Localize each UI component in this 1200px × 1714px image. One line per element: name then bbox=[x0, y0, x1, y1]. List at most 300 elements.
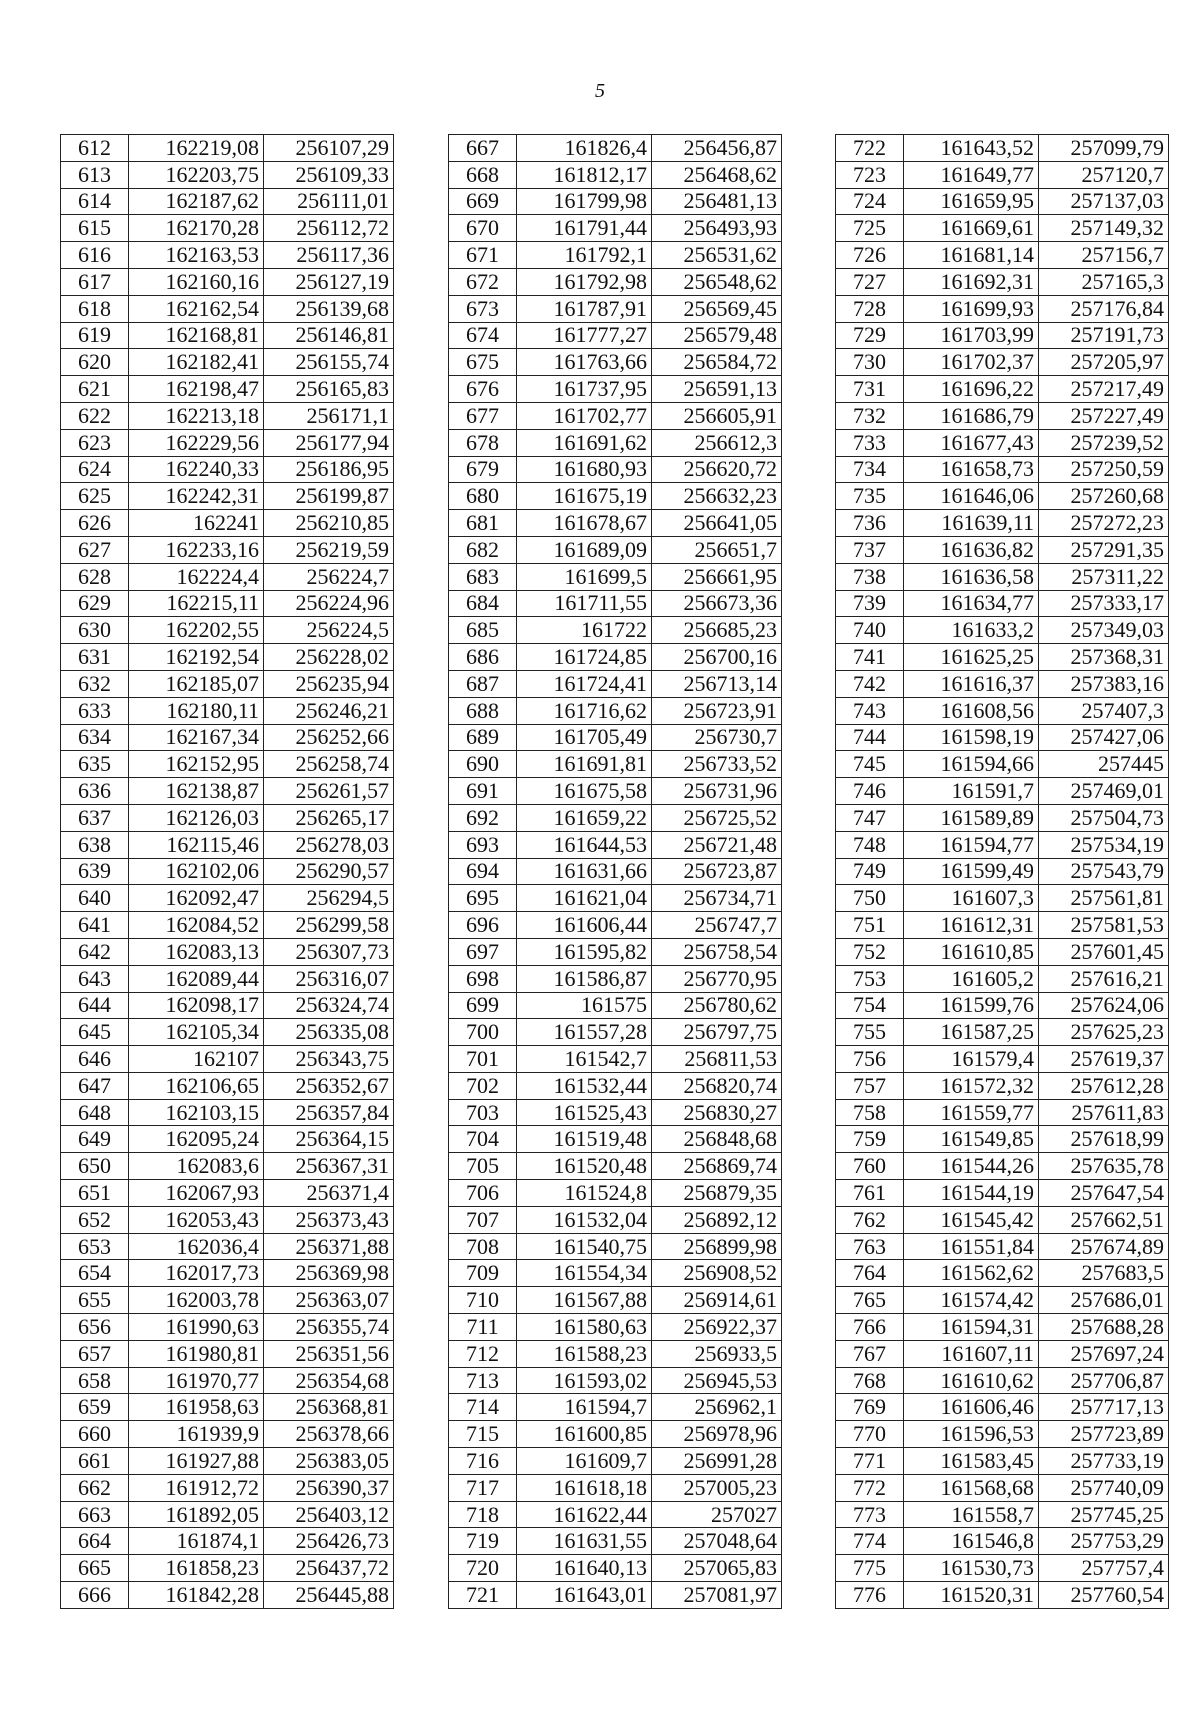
y-coordinate-cell: 256171,1 bbox=[264, 402, 394, 429]
table-row bbox=[836, 1019, 1169, 1046]
point-number-cell: 621 bbox=[61, 376, 129, 403]
x-coordinate-cell: 162083,13 bbox=[129, 938, 264, 965]
x-coordinate-cell: 161792,98 bbox=[517, 268, 652, 295]
table-row bbox=[449, 563, 782, 590]
coordinates-table-body bbox=[449, 135, 782, 1609]
x-coordinate-cell: 161519,48 bbox=[517, 1126, 652, 1153]
y-coordinate-cell: 256493,93 bbox=[652, 215, 782, 242]
point-number-cell: 684 bbox=[449, 590, 517, 617]
y-coordinate-cell: 256725,52 bbox=[652, 804, 782, 831]
point-number-cell: 679 bbox=[449, 456, 517, 483]
table-row bbox=[836, 1501, 1169, 1528]
table-row bbox=[61, 1501, 394, 1528]
y-coordinate-cell: 257717,13 bbox=[1039, 1394, 1169, 1421]
point-number-cell: 660 bbox=[61, 1421, 129, 1448]
point-number-cell: 618 bbox=[61, 295, 129, 322]
table-row bbox=[61, 804, 394, 831]
x-coordinate-cell: 162126,03 bbox=[129, 804, 264, 831]
point-number-cell: 613 bbox=[61, 161, 129, 188]
x-coordinate-cell: 161542,7 bbox=[517, 1046, 652, 1073]
x-coordinate-cell: 161625,25 bbox=[904, 644, 1039, 671]
y-coordinate-cell: 256354,68 bbox=[264, 1367, 394, 1394]
y-coordinate-cell: 257445 bbox=[1039, 751, 1169, 778]
point-number-cell: 698 bbox=[449, 965, 517, 992]
point-number-cell: 652 bbox=[61, 1206, 129, 1233]
x-coordinate-cell: 161524,8 bbox=[517, 1180, 652, 1207]
x-coordinate-cell: 161562,62 bbox=[904, 1260, 1039, 1287]
table-row bbox=[449, 1448, 782, 1475]
y-coordinate-cell: 257504,73 bbox=[1039, 804, 1169, 831]
point-number-cell: 642 bbox=[61, 938, 129, 965]
x-coordinate-cell: 161575 bbox=[517, 992, 652, 1019]
x-coordinate-cell: 161686,79 bbox=[904, 402, 1039, 429]
table-row bbox=[61, 1019, 394, 1046]
table-row bbox=[449, 215, 782, 242]
y-coordinate-cell: 257099,79 bbox=[1039, 135, 1169, 162]
y-coordinate-cell: 257581,53 bbox=[1039, 912, 1169, 939]
point-number-cell: 650 bbox=[61, 1153, 129, 1180]
y-coordinate-cell: 256235,94 bbox=[264, 670, 394, 697]
y-coordinate-cell: 257137,03 bbox=[1039, 188, 1169, 215]
x-coordinate-cell: 162240,33 bbox=[129, 456, 264, 483]
x-coordinate-cell: 162103,15 bbox=[129, 1099, 264, 1126]
point-number-cell: 736 bbox=[836, 510, 904, 537]
y-coordinate-cell: 256355,74 bbox=[264, 1314, 394, 1341]
y-coordinate-cell: 257260,68 bbox=[1039, 483, 1169, 510]
y-coordinate-cell: 256261,57 bbox=[264, 778, 394, 805]
y-coordinate-cell: 256908,52 bbox=[652, 1260, 782, 1287]
point-number-cell: 742 bbox=[836, 670, 904, 697]
x-coordinate-cell: 161608,56 bbox=[904, 697, 1039, 724]
table-row bbox=[61, 536, 394, 563]
x-coordinate-cell: 161610,85 bbox=[904, 938, 1039, 965]
x-coordinate-cell: 161658,73 bbox=[904, 456, 1039, 483]
table-row bbox=[61, 1448, 394, 1475]
table-row bbox=[61, 938, 394, 965]
x-coordinate-cell: 161777,27 bbox=[517, 322, 652, 349]
x-coordinate-cell: 162242,31 bbox=[129, 483, 264, 510]
table-row bbox=[61, 1582, 394, 1609]
x-coordinate-cell: 162180,11 bbox=[129, 697, 264, 724]
point-number-cell: 695 bbox=[449, 885, 517, 912]
x-coordinate-cell: 161763,66 bbox=[517, 349, 652, 376]
table-row bbox=[61, 1099, 394, 1126]
point-number-cell: 633 bbox=[61, 697, 129, 724]
point-number-cell: 664 bbox=[61, 1528, 129, 1555]
point-number-cell: 648 bbox=[61, 1099, 129, 1126]
y-coordinate-cell: 257624,06 bbox=[1039, 992, 1169, 1019]
x-coordinate-cell: 161574,42 bbox=[904, 1287, 1039, 1314]
y-coordinate-cell: 257333,17 bbox=[1039, 590, 1169, 617]
table-row bbox=[61, 1180, 394, 1207]
point-number-cell: 680 bbox=[449, 483, 517, 510]
y-coordinate-cell: 256758,54 bbox=[652, 938, 782, 965]
point-number-cell: 687 bbox=[449, 670, 517, 697]
y-coordinate-cell: 257250,59 bbox=[1039, 456, 1169, 483]
coordinates-table-body bbox=[836, 135, 1169, 1609]
y-coordinate-cell: 256177,94 bbox=[264, 429, 394, 456]
table-row bbox=[449, 1046, 782, 1073]
point-number-cell: 702 bbox=[449, 1072, 517, 1099]
x-coordinate-cell: 161596,53 bbox=[904, 1421, 1039, 1448]
x-coordinate-cell: 161631,55 bbox=[517, 1528, 652, 1555]
x-coordinate-cell: 161520,31 bbox=[904, 1582, 1039, 1609]
y-coordinate-cell: 256371,4 bbox=[264, 1180, 394, 1207]
x-coordinate-cell: 161598,19 bbox=[904, 724, 1039, 751]
y-coordinate-cell: 257120,7 bbox=[1039, 161, 1169, 188]
point-number-cell: 728 bbox=[836, 295, 904, 322]
x-coordinate-cell: 162107 bbox=[129, 1046, 264, 1073]
x-coordinate-cell: 162185,07 bbox=[129, 670, 264, 697]
point-number-cell: 767 bbox=[836, 1340, 904, 1367]
y-coordinate-cell: 256879,35 bbox=[652, 1180, 782, 1207]
x-coordinate-cell: 161618,18 bbox=[517, 1474, 652, 1501]
y-coordinate-cell: 256364,15 bbox=[264, 1126, 394, 1153]
x-coordinate-cell: 161958,63 bbox=[129, 1394, 264, 1421]
x-coordinate-cell: 162098,17 bbox=[129, 992, 264, 1019]
point-number-cell: 719 bbox=[449, 1528, 517, 1555]
table-row bbox=[836, 135, 1169, 162]
point-number-cell: 724 bbox=[836, 188, 904, 215]
x-coordinate-cell: 161557,28 bbox=[517, 1019, 652, 1046]
y-coordinate-cell: 256117,36 bbox=[264, 242, 394, 269]
table-row bbox=[449, 1019, 782, 1046]
y-coordinate-cell: 256165,83 bbox=[264, 376, 394, 403]
table-row bbox=[61, 1206, 394, 1233]
table-row bbox=[61, 1421, 394, 1448]
table-row bbox=[449, 1528, 782, 1555]
y-coordinate-cell: 257757,4 bbox=[1039, 1555, 1169, 1582]
point-number-cell: 771 bbox=[836, 1448, 904, 1475]
point-number-cell: 754 bbox=[836, 992, 904, 1019]
y-coordinate-cell: 257662,51 bbox=[1039, 1206, 1169, 1233]
table-row bbox=[61, 1474, 394, 1501]
table-row bbox=[61, 670, 394, 697]
point-number-cell: 629 bbox=[61, 590, 129, 617]
y-coordinate-cell: 257543,79 bbox=[1039, 858, 1169, 885]
x-coordinate-cell: 161990,63 bbox=[129, 1314, 264, 1341]
point-number-cell: 636 bbox=[61, 778, 129, 805]
table-row bbox=[449, 1153, 782, 1180]
x-coordinate-cell: 161525,43 bbox=[517, 1099, 652, 1126]
y-coordinate-cell: 256569,45 bbox=[652, 295, 782, 322]
table-row bbox=[449, 724, 782, 751]
x-coordinate-cell: 161558,7 bbox=[904, 1501, 1039, 1528]
table-row bbox=[836, 483, 1169, 510]
point-number-cell: 675 bbox=[449, 349, 517, 376]
table-row bbox=[449, 1501, 782, 1528]
point-number-cell: 678 bbox=[449, 429, 517, 456]
point-number-cell: 775 bbox=[836, 1555, 904, 1582]
y-coordinate-cell: 257618,99 bbox=[1039, 1126, 1169, 1153]
y-coordinate-cell: 256721,48 bbox=[652, 831, 782, 858]
table-row bbox=[61, 724, 394, 751]
table-row bbox=[61, 885, 394, 912]
y-coordinate-cell: 256661,95 bbox=[652, 563, 782, 590]
point-number-cell: 683 bbox=[449, 563, 517, 590]
x-coordinate-cell: 161595,82 bbox=[517, 938, 652, 965]
y-coordinate-cell: 257205,97 bbox=[1039, 349, 1169, 376]
table-row bbox=[836, 1314, 1169, 1341]
y-coordinate-cell: 256368,81 bbox=[264, 1394, 394, 1421]
point-number-cell: 726 bbox=[836, 242, 904, 269]
x-coordinate-cell: 161599,49 bbox=[904, 858, 1039, 885]
x-coordinate-cell: 161874,1 bbox=[129, 1528, 264, 1555]
table-row bbox=[836, 161, 1169, 188]
y-coordinate-cell: 256363,07 bbox=[264, 1287, 394, 1314]
point-number-cell: 740 bbox=[836, 617, 904, 644]
table-row bbox=[836, 188, 1169, 215]
x-coordinate-cell: 162213,18 bbox=[129, 402, 264, 429]
point-number-cell: 656 bbox=[61, 1314, 129, 1341]
point-number-cell: 768 bbox=[836, 1367, 904, 1394]
table-row bbox=[836, 778, 1169, 805]
x-coordinate-cell: 161702,37 bbox=[904, 349, 1039, 376]
point-number-cell: 746 bbox=[836, 778, 904, 805]
point-number-cell: 635 bbox=[61, 751, 129, 778]
x-coordinate-cell: 161633,2 bbox=[904, 617, 1039, 644]
table-row bbox=[836, 1180, 1169, 1207]
x-coordinate-cell: 161716,62 bbox=[517, 697, 652, 724]
y-coordinate-cell: 256731,96 bbox=[652, 778, 782, 805]
table-row bbox=[61, 215, 394, 242]
y-coordinate-cell: 256612,3 bbox=[652, 429, 782, 456]
point-number-cell: 744 bbox=[836, 724, 904, 751]
y-coordinate-cell: 256700,16 bbox=[652, 644, 782, 671]
table-row bbox=[449, 135, 782, 162]
y-coordinate-cell: 256673,36 bbox=[652, 590, 782, 617]
table-row bbox=[449, 1582, 782, 1609]
table-row bbox=[836, 563, 1169, 590]
y-coordinate-cell: 257469,01 bbox=[1039, 778, 1169, 805]
y-coordinate-cell: 256632,23 bbox=[652, 483, 782, 510]
y-coordinate-cell: 256641,05 bbox=[652, 510, 782, 537]
table-row bbox=[449, 456, 782, 483]
y-coordinate-cell: 257191,73 bbox=[1039, 322, 1169, 349]
y-coordinate-cell: 256252,66 bbox=[264, 724, 394, 751]
point-number-cell: 713 bbox=[449, 1367, 517, 1394]
point-number-cell: 714 bbox=[449, 1394, 517, 1421]
y-coordinate-cell: 256139,68 bbox=[264, 295, 394, 322]
x-coordinate-cell: 161681,14 bbox=[904, 242, 1039, 269]
table-row bbox=[449, 1555, 782, 1582]
x-coordinate-cell: 161593,02 bbox=[517, 1367, 652, 1394]
point-number-cell: 628 bbox=[61, 563, 129, 590]
table-row bbox=[449, 831, 782, 858]
y-coordinate-cell: 257733,19 bbox=[1039, 1448, 1169, 1475]
table-row bbox=[449, 188, 782, 215]
x-coordinate-cell: 161678,67 bbox=[517, 510, 652, 537]
table-row bbox=[836, 1582, 1169, 1609]
point-number-cell: 666 bbox=[61, 1582, 129, 1609]
x-coordinate-cell: 162084,52 bbox=[129, 912, 264, 939]
point-number-cell: 654 bbox=[61, 1260, 129, 1287]
x-coordinate-cell: 162219,08 bbox=[129, 135, 264, 162]
point-number-cell: 716 bbox=[449, 1448, 517, 1475]
x-coordinate-cell: 162105,34 bbox=[129, 1019, 264, 1046]
x-coordinate-cell: 161643,01 bbox=[517, 1582, 652, 1609]
x-coordinate-cell: 162083,6 bbox=[129, 1153, 264, 1180]
y-coordinate-cell: 256978,96 bbox=[652, 1421, 782, 1448]
point-number-cell: 748 bbox=[836, 831, 904, 858]
x-coordinate-cell: 161544,19 bbox=[904, 1180, 1039, 1207]
y-coordinate-cell: 257601,45 bbox=[1039, 938, 1169, 965]
point-number-cell: 734 bbox=[836, 456, 904, 483]
table-row bbox=[449, 429, 782, 456]
y-coordinate-cell: 256848,68 bbox=[652, 1126, 782, 1153]
point-number-cell: 759 bbox=[836, 1126, 904, 1153]
x-coordinate-cell: 161659,95 bbox=[904, 188, 1039, 215]
x-coordinate-cell: 161606,46 bbox=[904, 1394, 1039, 1421]
y-coordinate-cell: 256797,75 bbox=[652, 1019, 782, 1046]
table-row bbox=[61, 1126, 394, 1153]
y-coordinate-cell: 256770,95 bbox=[652, 965, 782, 992]
y-coordinate-cell: 257349,03 bbox=[1039, 617, 1169, 644]
table-row bbox=[836, 349, 1169, 376]
x-coordinate-cell: 161927,88 bbox=[129, 1448, 264, 1475]
table-row bbox=[449, 751, 782, 778]
y-coordinate-cell: 257383,16 bbox=[1039, 670, 1169, 697]
x-coordinate-cell: 162167,34 bbox=[129, 724, 264, 751]
point-number-cell: 706 bbox=[449, 1180, 517, 1207]
x-coordinate-cell: 161636,82 bbox=[904, 536, 1039, 563]
y-coordinate-cell: 256127,19 bbox=[264, 268, 394, 295]
table-row bbox=[61, 376, 394, 403]
y-coordinate-cell: 257239,52 bbox=[1039, 429, 1169, 456]
x-coordinate-cell: 162036,4 bbox=[129, 1233, 264, 1260]
x-coordinate-cell: 161520,48 bbox=[517, 1153, 652, 1180]
x-coordinate-cell: 161554,34 bbox=[517, 1260, 652, 1287]
y-coordinate-cell: 256371,88 bbox=[264, 1233, 394, 1260]
y-coordinate-cell: 257688,28 bbox=[1039, 1314, 1169, 1341]
table-row bbox=[449, 804, 782, 831]
point-number-cell: 732 bbox=[836, 402, 904, 429]
y-coordinate-cell: 256224,96 bbox=[264, 590, 394, 617]
table-row bbox=[61, 295, 394, 322]
x-coordinate-cell: 161724,85 bbox=[517, 644, 652, 671]
table-row bbox=[836, 1340, 1169, 1367]
x-coordinate-cell: 161703,99 bbox=[904, 322, 1039, 349]
point-number-cell: 699 bbox=[449, 992, 517, 1019]
y-coordinate-cell: 256548,62 bbox=[652, 268, 782, 295]
point-number-cell: 715 bbox=[449, 1421, 517, 1448]
x-coordinate-cell: 161532,44 bbox=[517, 1072, 652, 1099]
x-coordinate-cell: 161696,22 bbox=[904, 376, 1039, 403]
y-coordinate-cell: 257156,7 bbox=[1039, 242, 1169, 269]
y-coordinate-cell: 257407,3 bbox=[1039, 697, 1169, 724]
y-coordinate-cell: 257706,87 bbox=[1039, 1367, 1169, 1394]
table-row bbox=[61, 912, 394, 939]
x-coordinate-cell: 161649,77 bbox=[904, 161, 1039, 188]
point-number-cell: 616 bbox=[61, 242, 129, 269]
point-number-cell: 623 bbox=[61, 429, 129, 456]
x-coordinate-cell: 161858,23 bbox=[129, 1555, 264, 1582]
table-row bbox=[836, 724, 1169, 751]
x-coordinate-cell: 162152,95 bbox=[129, 751, 264, 778]
x-coordinate-cell: 161724,41 bbox=[517, 670, 652, 697]
x-coordinate-cell: 161589,89 bbox=[904, 804, 1039, 831]
table-row bbox=[61, 1528, 394, 1555]
y-coordinate-cell: 256713,14 bbox=[652, 670, 782, 697]
table-row bbox=[61, 858, 394, 885]
table-row bbox=[836, 1421, 1169, 1448]
y-coordinate-cell: 256445,88 bbox=[264, 1582, 394, 1609]
y-coordinate-cell: 256945,53 bbox=[652, 1367, 782, 1394]
y-coordinate-cell: 257616,21 bbox=[1039, 965, 1169, 992]
table-row bbox=[836, 510, 1169, 537]
point-number-cell: 685 bbox=[449, 617, 517, 644]
table-row bbox=[61, 188, 394, 215]
x-coordinate-cell: 161659,22 bbox=[517, 804, 652, 831]
point-number-cell: 615 bbox=[61, 215, 129, 242]
table-row bbox=[836, 268, 1169, 295]
x-coordinate-cell: 161545,42 bbox=[904, 1206, 1039, 1233]
point-number-cell: 774 bbox=[836, 1528, 904, 1555]
x-coordinate-cell: 162138,87 bbox=[129, 778, 264, 805]
table-row bbox=[449, 510, 782, 537]
x-coordinate-cell: 161607,3 bbox=[904, 885, 1039, 912]
y-coordinate-cell: 256811,53 bbox=[652, 1046, 782, 1073]
table-row bbox=[61, 1072, 394, 1099]
x-coordinate-cell: 161583,45 bbox=[904, 1448, 1039, 1475]
point-number-cell: 637 bbox=[61, 804, 129, 831]
point-number-cell: 764 bbox=[836, 1260, 904, 1287]
point-number-cell: 753 bbox=[836, 965, 904, 992]
y-coordinate-cell: 256324,74 bbox=[264, 992, 394, 1019]
x-coordinate-cell: 161599,76 bbox=[904, 992, 1039, 1019]
y-coordinate-cell: 256922,37 bbox=[652, 1314, 782, 1341]
table-row bbox=[449, 1126, 782, 1153]
coordinates-table-1 bbox=[60, 134, 394, 1609]
point-number-cell: 710 bbox=[449, 1287, 517, 1314]
x-coordinate-cell: 161691,81 bbox=[517, 751, 652, 778]
y-coordinate-cell: 256820,74 bbox=[652, 1072, 782, 1099]
x-coordinate-cell: 161892,05 bbox=[129, 1501, 264, 1528]
point-number-cell: 688 bbox=[449, 697, 517, 724]
y-coordinate-cell: 257081,97 bbox=[652, 1582, 782, 1609]
x-coordinate-cell: 161912,72 bbox=[129, 1474, 264, 1501]
point-number-cell: 760 bbox=[836, 1153, 904, 1180]
y-coordinate-cell: 257027 bbox=[652, 1501, 782, 1528]
x-coordinate-cell: 161580,63 bbox=[517, 1314, 652, 1341]
point-number-cell: 770 bbox=[836, 1421, 904, 1448]
table-row bbox=[449, 402, 782, 429]
x-coordinate-cell: 161699,5 bbox=[517, 563, 652, 590]
x-coordinate-cell: 162106,65 bbox=[129, 1072, 264, 1099]
y-coordinate-cell: 257149,32 bbox=[1039, 215, 1169, 242]
point-number-cell: 735 bbox=[836, 483, 904, 510]
x-coordinate-cell: 162182,41 bbox=[129, 349, 264, 376]
point-number-cell: 658 bbox=[61, 1367, 129, 1394]
table-row bbox=[449, 349, 782, 376]
table-row bbox=[61, 1394, 394, 1421]
x-coordinate-cell: 162017,73 bbox=[129, 1260, 264, 1287]
x-coordinate-cell: 162168,81 bbox=[129, 322, 264, 349]
y-coordinate-cell: 256651,7 bbox=[652, 536, 782, 563]
y-coordinate-cell: 257760,54 bbox=[1039, 1582, 1169, 1609]
point-number-cell: 677 bbox=[449, 402, 517, 429]
table-row bbox=[836, 644, 1169, 671]
x-coordinate-cell: 162187,62 bbox=[129, 188, 264, 215]
point-number-cell: 646 bbox=[61, 1046, 129, 1073]
y-coordinate-cell: 256146,81 bbox=[264, 322, 394, 349]
x-coordinate-cell: 161699,93 bbox=[904, 295, 1039, 322]
x-coordinate-cell: 161675,19 bbox=[517, 483, 652, 510]
y-coordinate-cell: 256219,59 bbox=[264, 536, 394, 563]
point-number-cell: 645 bbox=[61, 1019, 129, 1046]
table-row bbox=[836, 938, 1169, 965]
y-coordinate-cell: 257612,28 bbox=[1039, 1072, 1169, 1099]
